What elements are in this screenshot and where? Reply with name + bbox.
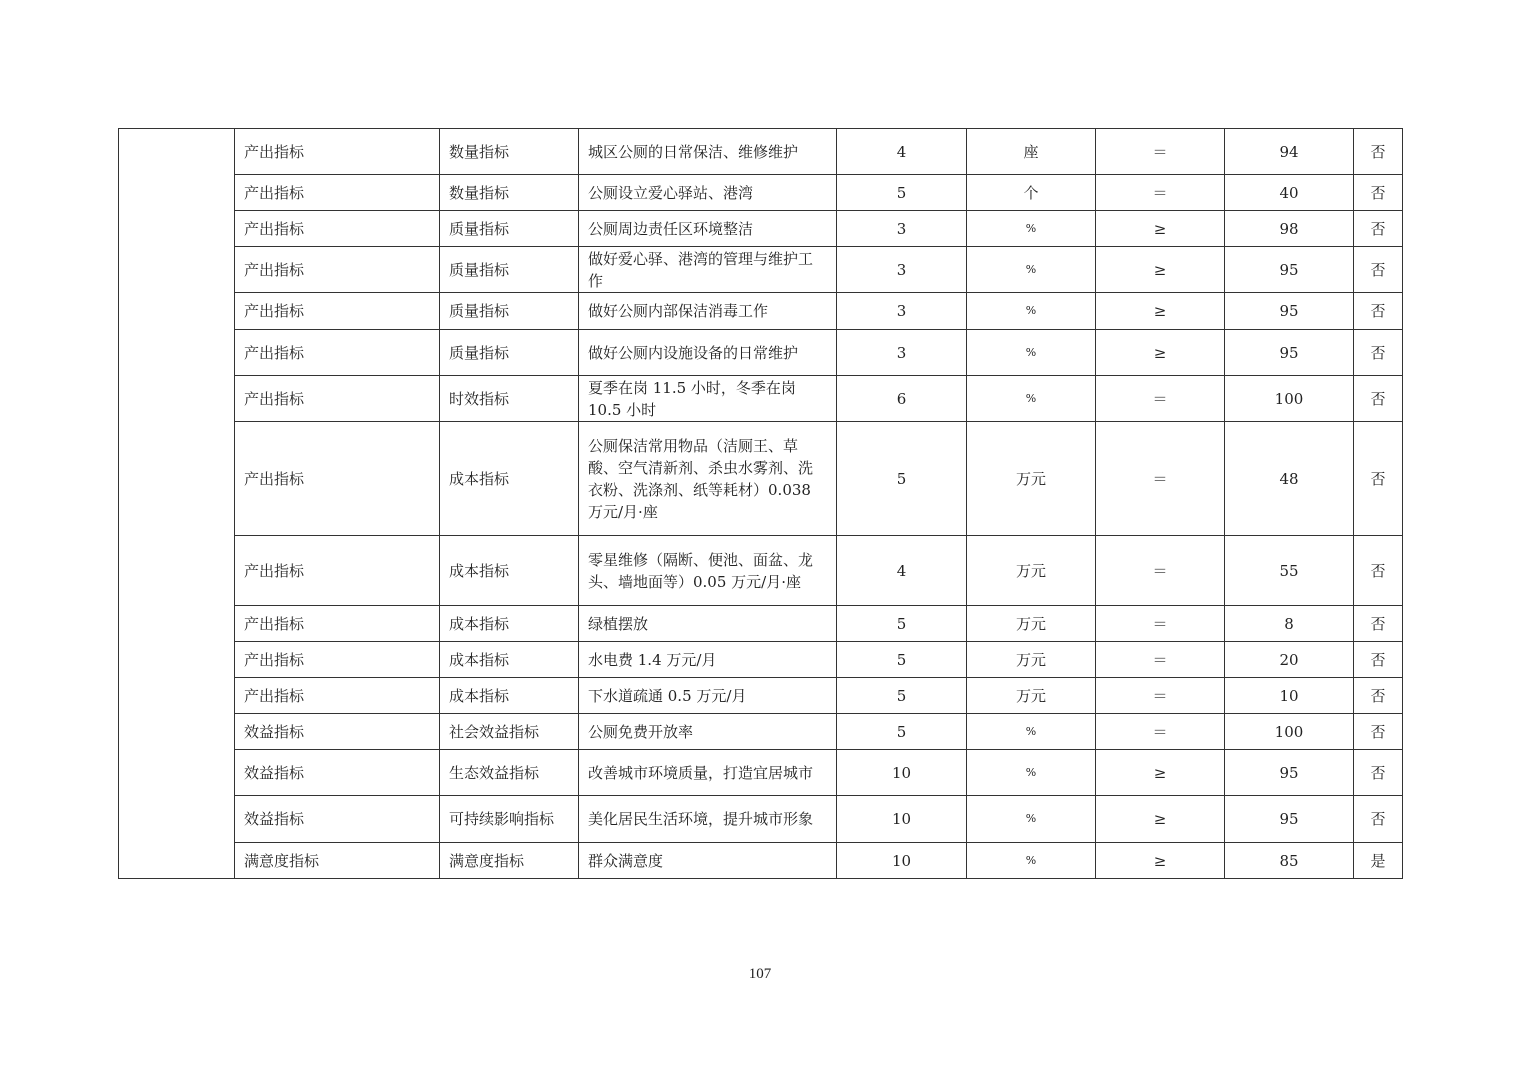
- unit-cell: 万元: [967, 606, 1096, 642]
- table-row: [119, 175, 1403, 211]
- table-row: [119, 678, 1403, 714]
- page-number: 107: [748, 966, 772, 982]
- level1-indicator-cell: 产出指标: [235, 211, 440, 247]
- core-indicator-flag-cell: 否: [1354, 536, 1403, 606]
- indicator-content-cell: 公厕免费开放率: [579, 714, 837, 750]
- table-row: [119, 422, 1403, 536]
- operator-cell: ＝: [1096, 129, 1225, 175]
- operator-cell: ＝: [1096, 714, 1225, 750]
- weight-cell: 6: [837, 376, 967, 422]
- indicator-content-cell: 零星维修（隔断、便池、面盆、龙头、墙地面等）0.05 万元/月·座: [579, 536, 837, 606]
- target-value-cell: 40: [1225, 175, 1354, 211]
- unit-cell: %: [967, 796, 1096, 843]
- operator-cell: ＝: [1096, 606, 1225, 642]
- indicator-content-cell: 下水道疏通 0.5 万元/月: [579, 678, 837, 714]
- target-value-cell: 95: [1225, 750, 1354, 796]
- operator-cell: ≥: [1096, 330, 1225, 376]
- target-value-cell: 94: [1225, 129, 1354, 175]
- target-value-cell: 20: [1225, 642, 1354, 678]
- level1-indicator-cell: 效益指标: [235, 714, 440, 750]
- unit-cell: %: [967, 714, 1096, 750]
- weight-cell: 3: [837, 293, 967, 330]
- core-indicator-flag-cell: 否: [1354, 376, 1403, 422]
- core-indicator-flag-cell: 否: [1354, 247, 1403, 293]
- operator-cell: ＝: [1096, 536, 1225, 606]
- core-indicator-flag-cell: 否: [1354, 642, 1403, 678]
- indicator-content-cell: 公厕保洁常用物品（洁厕王、草酸、空气清新剂、杀虫水雾剂、洗衣粉、洗涤剂、纸等耗材）0.038 万元/月·座: [579, 422, 837, 536]
- level1-indicator-cell: 产出指标: [235, 247, 440, 293]
- level1-indicator-cell: 产出指标: [235, 678, 440, 714]
- operator-cell: ＝: [1096, 678, 1225, 714]
- weight-cell: 10: [837, 796, 967, 843]
- target-value-cell: 100: [1225, 714, 1354, 750]
- weight-cell: 5: [837, 606, 967, 642]
- target-value-cell: 95: [1225, 796, 1354, 843]
- unit-cell: %: [967, 211, 1096, 247]
- core-indicator-flag-cell: 否: [1354, 678, 1403, 714]
- indicator-content-cell: 群众满意度: [579, 843, 837, 879]
- level2-indicator-cell: 成本指标: [440, 678, 579, 714]
- operator-cell: ＝: [1096, 642, 1225, 678]
- level2-indicator-cell: 社会效益指标: [440, 714, 579, 750]
- weight-cell: 5: [837, 175, 967, 211]
- weight-cell: 3: [837, 211, 967, 247]
- unit-cell: %: [967, 330, 1096, 376]
- weight-cell: 5: [837, 678, 967, 714]
- weight-cell: 4: [837, 536, 967, 606]
- level2-indicator-cell: 满意度指标: [440, 843, 579, 879]
- operator-cell: ＝: [1096, 376, 1225, 422]
- table-row: [119, 536, 1403, 606]
- level1-indicator-cell: 产出指标: [235, 422, 440, 536]
- operator-cell: ≥: [1096, 293, 1225, 330]
- level2-indicator-cell: 质量指标: [440, 293, 579, 330]
- table-row: [119, 330, 1403, 376]
- indicator-content-cell: 做好公厕内设施设备的日常维护: [579, 330, 837, 376]
- unit-cell: 万元: [967, 642, 1096, 678]
- level2-indicator-cell: 生态效益指标: [440, 750, 579, 796]
- core-indicator-flag-cell: 是: [1354, 843, 1403, 879]
- core-indicator-flag-cell: 否: [1354, 330, 1403, 376]
- target-value-cell: 100: [1225, 376, 1354, 422]
- operator-cell: ≥: [1096, 211, 1225, 247]
- level1-indicator-cell: 产出指标: [235, 330, 440, 376]
- operator-cell: ≥: [1096, 247, 1225, 293]
- target-value-cell: 98: [1225, 211, 1354, 247]
- table-row: [119, 796, 1403, 843]
- core-indicator-flag-cell: 否: [1354, 422, 1403, 536]
- weight-cell: 3: [837, 330, 967, 376]
- indicator-content-cell: 做好公厕内部保洁消毒工作: [579, 293, 837, 330]
- unit-cell: %: [967, 843, 1096, 879]
- level1-indicator-cell: 产出指标: [235, 536, 440, 606]
- level1-indicator-cell: 产出指标: [235, 129, 440, 175]
- table-row: [119, 714, 1403, 750]
- weight-cell: 5: [837, 642, 967, 678]
- unit-cell: 个: [967, 175, 1096, 211]
- weight-cell: 10: [837, 843, 967, 879]
- weight-cell: 5: [837, 714, 967, 750]
- weight-cell: 3: [837, 247, 967, 293]
- operator-cell: ≥: [1096, 750, 1225, 796]
- target-value-cell: 48: [1225, 422, 1354, 536]
- target-value-cell: 95: [1225, 247, 1354, 293]
- weight-cell: 10: [837, 750, 967, 796]
- level1-indicator-cell: 产出指标: [235, 293, 440, 330]
- unit-cell: 万元: [967, 536, 1096, 606]
- level2-indicator-cell: 数量指标: [440, 129, 579, 175]
- core-indicator-flag-cell: 否: [1354, 211, 1403, 247]
- level2-indicator-cell: 时效指标: [440, 376, 579, 422]
- level2-indicator-cell: 成本指标: [440, 642, 579, 678]
- performance-indicator-table: [118, 128, 1403, 879]
- unit-cell: 万元: [967, 678, 1096, 714]
- core-indicator-flag-cell: 否: [1354, 293, 1403, 330]
- level2-indicator-cell: 质量指标: [440, 247, 579, 293]
- indicator-content-cell: 城区公厕的日常保洁、维修维护: [579, 129, 837, 175]
- table-body: [119, 129, 1403, 879]
- level1-indicator-cell: 产出指标: [235, 175, 440, 211]
- core-indicator-flag-cell: 否: [1354, 750, 1403, 796]
- target-value-cell: 10: [1225, 678, 1354, 714]
- unit-cell: %: [967, 247, 1096, 293]
- target-value-cell: 55: [1225, 536, 1354, 606]
- level2-indicator-cell: 可持续影响指标: [440, 796, 579, 843]
- table-row: [119, 642, 1403, 678]
- indicator-content-cell: 绿植摆放: [579, 606, 837, 642]
- operator-cell: ＝: [1096, 422, 1225, 536]
- unit-cell: %: [967, 293, 1096, 330]
- target-value-cell: 95: [1225, 330, 1354, 376]
- table-row: [119, 606, 1403, 642]
- core-indicator-flag-cell: 否: [1354, 175, 1403, 211]
- table-row: [119, 376, 1403, 422]
- target-value-cell: 95: [1225, 293, 1354, 330]
- target-value-cell: 8: [1225, 606, 1354, 642]
- indicator-content-cell: 改善城市环境质量，打造宜居城市: [579, 750, 837, 796]
- operator-cell: ≥: [1096, 843, 1225, 879]
- core-indicator-flag-cell: 否: [1354, 796, 1403, 843]
- level2-indicator-cell: 质量指标: [440, 330, 579, 376]
- level1-indicator-cell: 效益指标: [235, 750, 440, 796]
- level1-indicator-cell: 产出指标: [235, 642, 440, 678]
- target-value-cell: 85: [1225, 843, 1354, 879]
- core-indicator-flag-cell: 否: [1354, 714, 1403, 750]
- core-indicator-flag-cell: 否: [1354, 129, 1403, 175]
- operator-cell: ＝: [1096, 175, 1225, 211]
- table-row: [119, 129, 1403, 175]
- indicator-content-cell: 夏季在岗 11.5 小时，冬季在岗 10.5 小时: [579, 376, 837, 422]
- operator-cell: ≥: [1096, 796, 1225, 843]
- weight-cell: 4: [837, 129, 967, 175]
- merged-category-cell: [119, 129, 235, 879]
- unit-cell: 万元: [967, 422, 1096, 536]
- table-row: [119, 211, 1403, 247]
- level1-indicator-cell: 产出指标: [235, 376, 440, 422]
- indicator-content-cell: 水电费 1.4 万元/月: [579, 642, 837, 678]
- level2-indicator-cell: 数量指标: [440, 175, 579, 211]
- unit-cell: 座: [967, 129, 1096, 175]
- weight-cell: 5: [837, 422, 967, 536]
- level2-indicator-cell: 质量指标: [440, 211, 579, 247]
- unit-cell: %: [967, 750, 1096, 796]
- level1-indicator-cell: 产出指标: [235, 606, 440, 642]
- table-row: [119, 293, 1403, 330]
- indicator-content-cell: 做好爱心驿、港湾的管理与维护工作: [579, 247, 837, 293]
- level2-indicator-cell: 成本指标: [440, 422, 579, 536]
- table-row: [119, 247, 1403, 293]
- indicator-content-cell: 美化居民生活环境，提升城市形象: [579, 796, 837, 843]
- level1-indicator-cell: 效益指标: [235, 796, 440, 843]
- level1-indicator-cell: 满意度指标: [235, 843, 440, 879]
- table-row: [119, 750, 1403, 796]
- level2-indicator-cell: 成本指标: [440, 606, 579, 642]
- indicator-content-cell: 公厕周边责任区环境整洁: [579, 211, 837, 247]
- core-indicator-flag-cell: 否: [1354, 606, 1403, 642]
- table-row: [119, 843, 1403, 879]
- unit-cell: %: [967, 376, 1096, 422]
- level2-indicator-cell: 成本指标: [440, 536, 579, 606]
- indicator-content-cell: 公厕设立爱心驿站、港湾: [579, 175, 837, 211]
